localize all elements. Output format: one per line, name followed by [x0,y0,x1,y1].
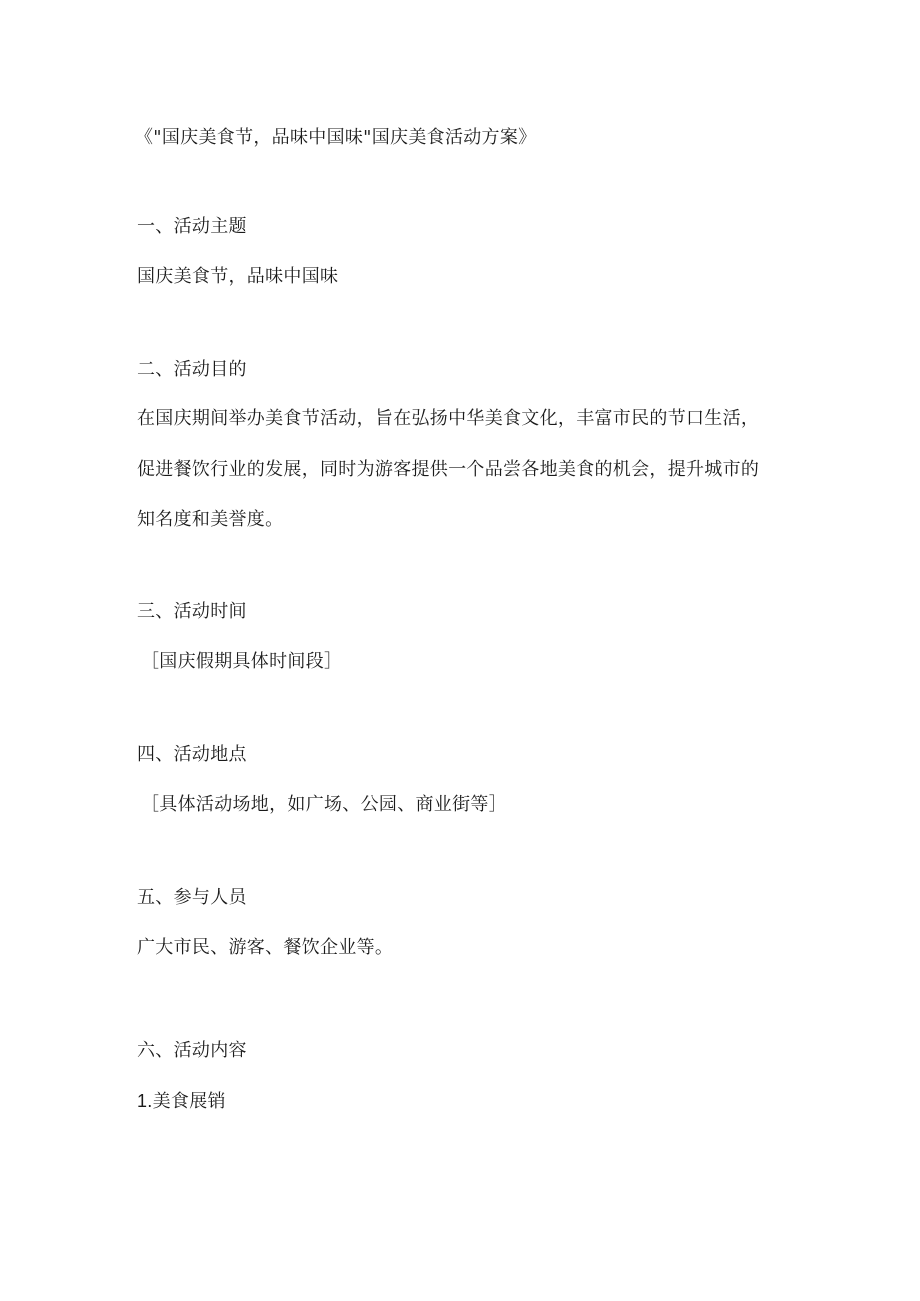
section-heading-purpose: 二、活动目的 [137,359,247,380]
section-heading-theme: 一、活动主题 [137,216,247,237]
section-text-participants: 广大市民、游客、餐饮企业等。 [137,937,394,958]
section-heading-time: 三、活动时间 [137,601,247,622]
section-heading-location: 四、活动地点 [137,744,247,765]
section-text-purpose-line-2: 促进餐饮行业的发展，同时为游客提供一个品尝各地美食的机会，提升城市的 [137,459,760,480]
section-text-time: ［国庆假期具体时间段］ [141,651,343,672]
document-title: 《"国庆美食节，品味中国味"国庆美食活动方案》 [135,127,537,148]
subitem-food-expo [137,1089,226,1114]
section-text-theme: 国庆美食节，品味中国味 [137,266,339,287]
section-heading-content: 六、活动内容 [137,1040,247,1061]
section-text-location: ［具体活动场地，如广场、公园、商业街等］ [141,794,507,815]
section-text-purpose-line-1: 在国庆期间举办美食节活动，旨在弘扬中华美食文化，丰富市民的节口生活， [137,408,760,429]
section-heading-participants: 五、参与人员 [137,887,247,908]
section-text-purpose-line-3: 知名度和美誉度。 [137,509,284,530]
subitem-number: 1. [137,1091,153,1111]
subitem-text: 美食展销 [152,1091,226,1112]
